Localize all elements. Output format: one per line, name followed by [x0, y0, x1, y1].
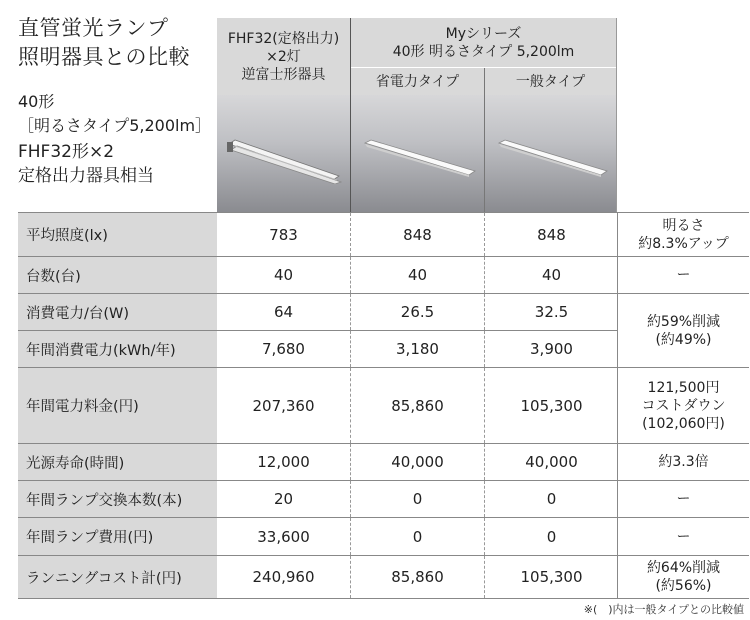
note-line-1: 明るさ	[662, 217, 705, 234]
header-separator-2	[484, 68, 485, 212]
value-general: 40,000	[484, 444, 618, 480]
fluorescent-fixture-image	[221, 124, 347, 184]
subtitle-line-1: 40形	[18, 92, 55, 111]
value-general: 3,900	[484, 331, 618, 367]
note-column-rule	[617, 213, 618, 598]
comparison-note	[618, 556, 749, 598]
value-fhf32: 12,000	[257, 453, 310, 471]
subtitle-line-2: ［明るさタイプ5,200lm］	[18, 116, 212, 135]
value-fhf32: 207,360	[252, 396, 315, 415]
table-row	[18, 257, 749, 293]
row-label: 消費電力/台(W)	[18, 294, 217, 330]
led-fixture-image-1	[355, 129, 481, 179]
comparison-note	[618, 213, 749, 256]
note-line-1: ー	[676, 267, 691, 283]
value-energy-saving: 85,860	[350, 368, 484, 443]
title-line-1: 直管蛍光ランプ	[18, 16, 169, 40]
table-row	[18, 444, 749, 480]
header-fhf32	[217, 18, 350, 95]
comparison-note	[618, 481, 749, 517]
table-row	[18, 213, 749, 256]
note-line-1: 約64%削減	[646, 560, 721, 576]
equivalent-subtitle	[18, 140, 154, 188]
value-fhf32: 240,960	[252, 568, 315, 586]
merged-note-line-2: (約49%)	[655, 331, 712, 348]
header-my-series-line-2: 40形 明るさタイプ 5,200lm	[392, 43, 575, 60]
merged-note-line-1: 約59%削減	[646, 313, 721, 330]
value-energy-saving: 848	[350, 213, 484, 256]
row-label: ランニングコスト計(円)	[18, 556, 217, 598]
note-line-1: 121,500円	[647, 379, 720, 396]
value-general: 0	[484, 518, 618, 555]
title-line-2: 照明器具との比較	[18, 45, 190, 69]
value-energy-saving: 26.5	[350, 294, 484, 330]
led-fixture-energy-saving-photo	[351, 95, 484, 212]
table-bottom-border	[18, 598, 749, 599]
value-general: 105,300	[484, 556, 618, 598]
header-general-type	[485, 68, 616, 95]
value-general: 848	[484, 213, 618, 256]
value-general: 105,300	[484, 368, 618, 443]
header-energy-saving-type	[351, 68, 484, 95]
comparison-note	[618, 368, 749, 443]
value-fhf32: 783	[269, 225, 298, 244]
note-line-2: 約8.3%アップ	[638, 235, 729, 252]
page-title	[18, 14, 190, 72]
note-line-1: 約3.3倍	[658, 454, 709, 470]
header-separator-3	[616, 18, 617, 212]
value-energy-saving: 0	[350, 518, 484, 555]
value-energy-saving: 85,860	[350, 556, 484, 598]
table-row	[18, 518, 749, 555]
merged-power-note	[618, 294, 749, 367]
value-energy-saving: 3,180	[350, 331, 484, 367]
header-my-series	[351, 18, 616, 67]
row-label: 年間消費電力(kWh/年)	[18, 331, 217, 367]
comparison-note	[618, 257, 749, 293]
note-line-1: ー	[676, 491, 691, 507]
value-energy-saving: 0	[350, 481, 484, 517]
header-energy-saving-label: 省電力タイプ	[375, 73, 460, 90]
value-general: 32.5	[484, 294, 618, 330]
row-label: 年間ランプ交換本数(本)	[18, 481, 217, 517]
led-fixture-image-2	[489, 129, 613, 179]
subtitle-line-4: 定格出力器具相当	[18, 166, 154, 186]
value-fhf32: 40	[273, 266, 294, 284]
table-row	[18, 368, 749, 443]
footnote: ※( )内は一般タイプとの比較値	[583, 603, 744, 616]
spec-subtitle	[18, 90, 211, 138]
row-label: 年間ランプ費用(円)	[18, 518, 217, 555]
value-general: 0	[484, 481, 618, 517]
row-label: 年間電力料金(円)	[18, 368, 217, 443]
table-row	[18, 481, 749, 517]
row-label: 平均照度(lx)	[18, 213, 217, 256]
value-general: 40	[484, 257, 618, 293]
note-line-3: (102,060円)	[642, 415, 725, 432]
header-fhf32-line-1: FHF32(定格出力)	[227, 30, 340, 47]
row-label: 台数(台)	[18, 257, 217, 293]
header-fhf32-line-3: 逆富士形器具	[241, 66, 326, 83]
note-line-2: (約56%)	[655, 578, 712, 594]
value-fhf32: 7,680	[262, 340, 305, 358]
led-fixture-general-photo	[485, 95, 616, 212]
subtitle-line-3: FHF32形×2	[18, 142, 115, 162]
table-row	[18, 556, 749, 598]
note-line-2: コストダウン	[641, 397, 726, 414]
header-my-series-line-1: Myシリーズ	[445, 25, 522, 42]
value-fhf32: 64	[273, 303, 294, 321]
value-energy-saving: 40,000	[350, 444, 484, 480]
header-separator-1	[350, 18, 351, 212]
comparison-note	[618, 444, 749, 480]
fluorescent-fixture-photo	[217, 95, 350, 212]
value-energy-saving: 40	[350, 257, 484, 293]
comparison-note	[618, 518, 749, 555]
value-fhf32: 33,600	[257, 527, 310, 546]
value-fhf32: 20	[273, 490, 294, 508]
header-general-label: 一般タイプ	[515, 73, 586, 90]
note-line-1: ー	[676, 528, 691, 545]
header-fhf32-line-2: ×2灯	[266, 48, 301, 65]
row-label: 光源寿命(時間)	[18, 444, 217, 480]
